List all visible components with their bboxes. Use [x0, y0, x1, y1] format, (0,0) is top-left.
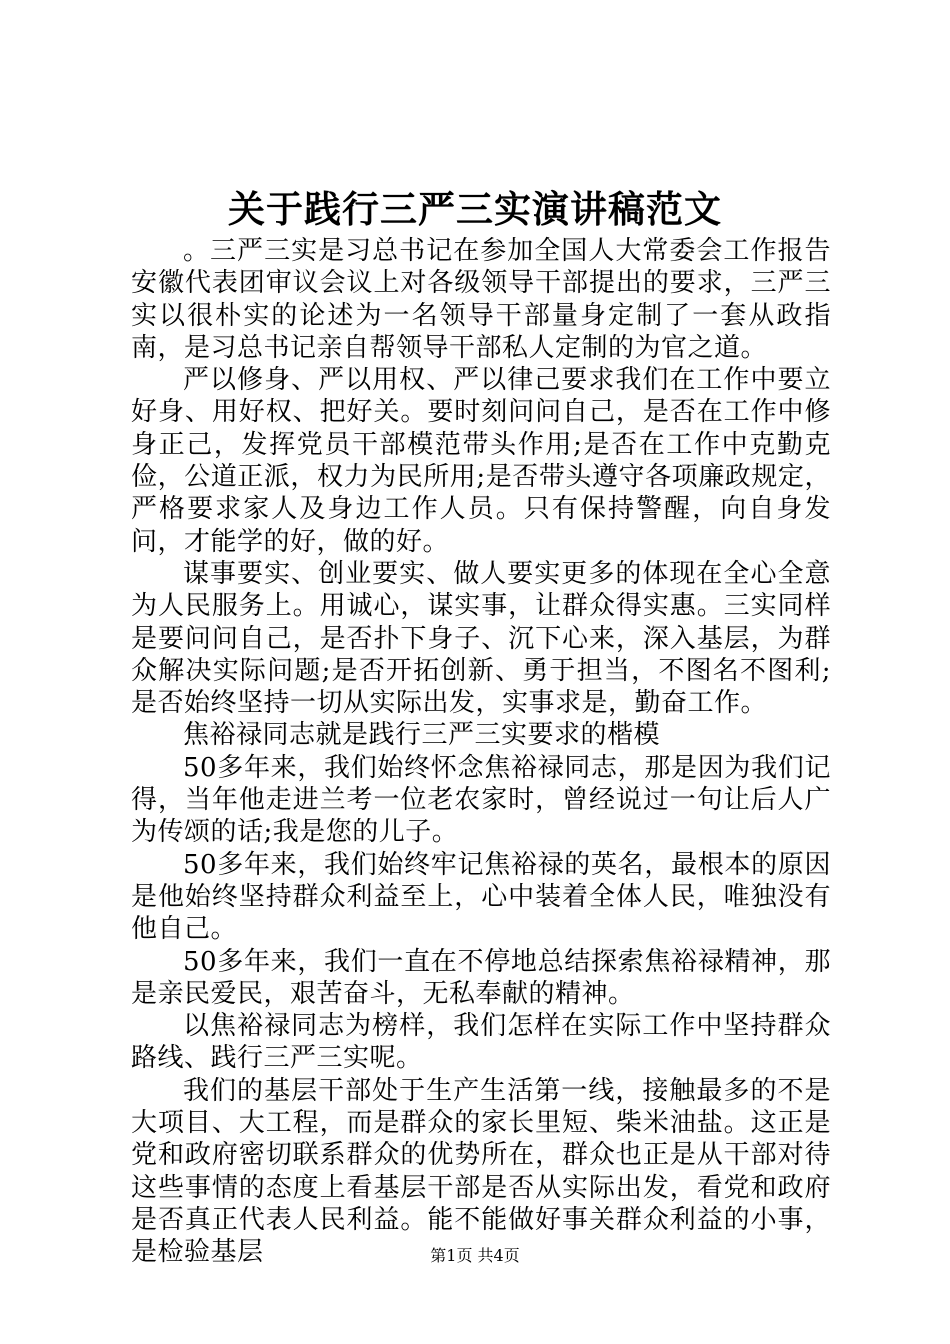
paragraph: 谋事要实、创业要实、做人要实更多的体现在全心全意为人民服务上。用诚心，谋实事，让群众得实惠。三实同样是要问问自己，是否扑下身子、沉下心来，深入基层，为群众解决实际问题;是否开拓创新、勇于担当，不图名不图利;是否始终坚持一切从实际出发，实事求是，勤奋工作。	[131, 558, 831, 719]
paragraph: 50多年来，我们一直在不停地总结探索焦裕禄精神，那是亲民爱民，艰苦奋斗，无私奉献的精神。	[131, 946, 831, 1009]
paragraph: 以焦裕禄同志为榜样，我们怎样在实际工作中坚持群众路线、践行三严三实呢。	[131, 1011, 831, 1074]
paragraph: 焦裕禄同志就是践行三严三实要求的楷模	[183, 720, 661, 751]
page-footer: 第1页 共4页	[430, 1246, 520, 1265]
paragraph: 50多年来，我们始终牢记焦裕禄的英名，最根本的原因是他始终坚持群众利益至上，心中装着全体人民，唯独没有他自己。	[131, 849, 831, 945]
paragraph: 严以修身、严以用权、严以律己要求我们在工作中要立好身、用好权、把好关。要时刻问问自己，是否在工作中修身正己，发挥党员干部模范带头作用;是否在工作中克勤克俭，公道正派，权力为民所用;是否带头遵守各项廉政规定，严格要求家人及身边工作人员。只有保持警醒，向自身发问，才能学的好，做的好。	[131, 365, 831, 557]
document-body	[131, 235, 831, 1269]
paragraph: 50多年来，我们始终怀念焦裕禄同志，那是因为我们记得，当年他走进兰考一位老农家时，曾经说过一句让后人广为传颂的话;我是您的儿子。	[131, 752, 831, 848]
document-title: 关于践行三严三实演讲稿范文	[228, 187, 722, 231]
paragraph: 我们的基层干部处于生产生活第一线，接触最多的不是大项目、大工程，而是群众的家长里短、柴米油盐。这正是党和政府密切联系群众的优势所在，群众也正是从干部对待这些事情的态度上看基层干部是否从实际出发，看党和政府是否真正代表人民利益。能不能做好事关群众利益的小事，是检验基层	[131, 1075, 831, 1268]
paragraph: 。三严三实是习总书记在参加全国人大常委会工作报告安徽代表团审议会议上对各级领导干部提出的要求，三严三实以很朴实的论述为一名领导干部量身定制了一套从政指南，是习总书记亲自帮领导干部私人定制的为官之道。	[131, 236, 831, 363]
